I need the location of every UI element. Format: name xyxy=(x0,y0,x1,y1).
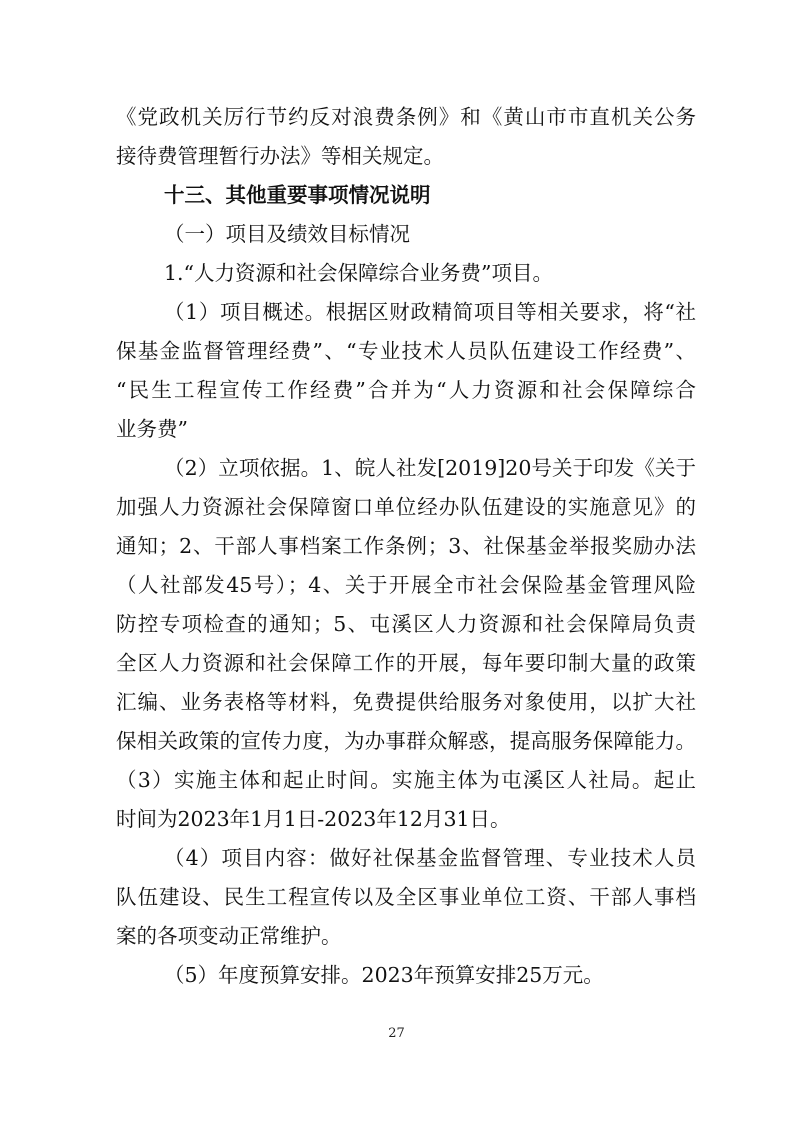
body-text-line: （3）实施主体和起止时间。实施主体为屯溪区人社局。起止 xyxy=(116,768,696,792)
body-text-line: 通知；2、干部人事档案工作条例；3、社保基金举报奖励办法 xyxy=(116,534,696,558)
body-text-line: 汇编、业务表格等材料，免费提供给服务对象使用，以扩大社 xyxy=(116,690,696,714)
body-text-line: （5）年度预算安排。2023年预算安排25万元。 xyxy=(164,963,604,987)
body-text-line: “民生工程宣传工作经费”合并为“人力资源和社会保障综合 xyxy=(116,378,696,402)
body-text-line: 防控专项检查的通知；5、屯溪区人力资源和社会保障局负责 xyxy=(116,612,696,636)
body-text-line: 全区人力资源和社会保障工作的开展，每年要印制大量的政策 xyxy=(116,651,696,675)
item-heading: 1.“人力资源和社会保障综合业务费”项目。 xyxy=(164,261,554,285)
subsection-heading: （一）项目及绩效目标情况 xyxy=(164,222,410,246)
body-text-line: 《党政机关厉行节约反对浪费条例》和《黄山市市直机关公务 xyxy=(116,105,696,129)
body-text-line: 业务费” xyxy=(116,417,188,441)
body-text-line: 时间为2023年1月1日-2023年12月31日。 xyxy=(116,807,511,831)
page-number: 27 xyxy=(388,1026,405,1041)
section-heading: 十三、其他重要事项情况说明 xyxy=(164,183,431,207)
body-text-line: 队伍建设、民生工程宣传以及全区事业单位工资、干部人事档 xyxy=(116,885,696,909)
body-text-line: （人社部发45号）；4、关于开展全市社会保险基金管理风险 xyxy=(116,573,696,597)
body-text-line: （4）项目内容：做好社保基金监督管理、专业技术人员 xyxy=(164,846,696,870)
body-text-line: 保相关政策的宣传力度，为办事群众解惑，提高服务保障能力。 xyxy=(116,729,696,753)
body-text-line: （2）立项依据。1、皖人社发[2019]20号关于印发《关于 xyxy=(164,456,696,480)
body-text-line: （1）项目概述。根据区财政精简项目等相关要求，将“社 xyxy=(164,300,696,324)
body-text-line: 接待费管理暂行办法》等相关规定。 xyxy=(116,144,444,168)
body-text-line: 保基金监督管理经费”、“专业技术人员队伍建设工作经费”、 xyxy=(116,339,696,363)
body-text-line: 加强人力资源社会保障窗口单位经办队伍建设的实施意见》的 xyxy=(116,495,696,519)
body-text-line: 案的各项变动正常维护。 xyxy=(116,924,342,948)
